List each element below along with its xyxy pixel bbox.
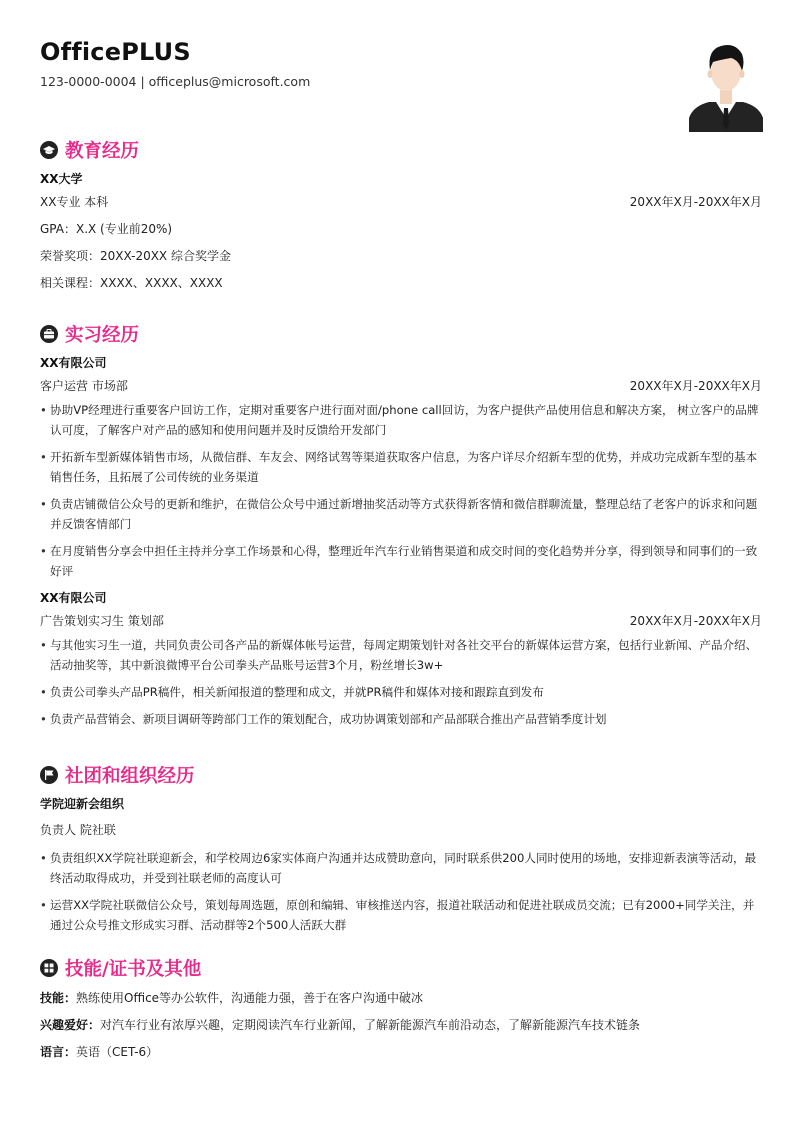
list-item: • 负责产品营销会、新项目调研等跨部门工作的策划配合，成功协调策划部和产品部联合推出产品营销季度计划 xyxy=(40,709,762,729)
flag-icon xyxy=(40,766,58,784)
internship-title: 实习经历 xyxy=(65,325,140,346)
skills-section xyxy=(40,955,762,1066)
club-org: 学院迎新会组织 xyxy=(40,797,125,811)
contact-info: 123-0000-0004 | officeplus@microsoft.com xyxy=(40,74,311,89)
school-name: XX大学 xyxy=(40,172,83,186)
list-item: • 负责组织XX学院社联迎新会，和学校周边6家实体商户沟通并达成赞助意向，同时联系供200人同时使用的场地，安排迎新表演等活动，最终活动取得成功，并受到社联老师的高度认可 xyxy=(40,848,762,888)
job-bullets xyxy=(40,400,762,581)
list-item: • 开拓新车型新媒体销售市场，从微信群、车友会、网络试驾等渠道获取客户信息，为客户详尽介绍新车型的优势，并成功完成新车型的基本销售任务，且拓展了公司传统的业务渠道 xyxy=(40,447,762,487)
list-item: • 与其他实习生一道，共同负责公司各产品的新媒体帐号运营，每周定期策划针对各社交平台的新媒体运营方案，包括行业新闻、产品介绍、活动抽奖等，其中新浪微博平台公司拳头产品账号运营3个月，粉丝增长3w+ xyxy=(40,635,762,675)
list-item: • 运营XX学院社联微信公众号，策划每周选题，原创和编辑、审核推送内容，报道社联活动和促进社联成员交流；已有2000+同学关注，并通过公众号推文形成实习群、活动群等2个500人活跃大群 xyxy=(40,895,762,935)
club-role: 负责人 院社联 xyxy=(40,823,116,837)
job-entry xyxy=(40,588,762,729)
list-item: • 负责公司拳头产品PR稿件，相关新闻报道的整理和成文，并就PR稿件和媒体对接和跟踪直到发布 xyxy=(40,682,762,702)
job-date: 20XX年X月-20XX年X月 xyxy=(629,379,762,393)
job-row xyxy=(40,608,762,635)
job-role: 广告策划实习生 策划部 xyxy=(40,614,164,628)
grid-circle-icon xyxy=(40,959,58,977)
list-item: • 负责店铺微信公众号的更新和维护，在微信公众号中通过新增抽奖活动等方式获得新客情和微信群聊流量，整理总结了老客户的诉求和问题并反馈客情部门 xyxy=(40,494,762,534)
gpa: GPA：X.X (专业前20%) xyxy=(40,222,173,236)
courses: 相关课程：XXXX、XXXX、XXXX xyxy=(40,276,223,290)
club-row xyxy=(40,817,762,844)
job-date: 20XX年X月-20XX年X月 xyxy=(629,614,762,628)
avatar xyxy=(689,38,763,132)
job-entry xyxy=(40,353,762,581)
graduation-cap-icon xyxy=(40,141,58,159)
language-line xyxy=(40,1039,762,1066)
company-name: XX有限公司 xyxy=(40,356,107,370)
education-section xyxy=(40,137,762,297)
briefcase-icon xyxy=(40,325,58,343)
list-item: • 协助VP经理进行重要客户回访工作，定期对重要客户进行面对面/phone call回访，为客户提供产品使用信息和解决方案， 树立客户的品牌认可度，了解客户对产品的感知和使用问题并及时反馈给开发部门 xyxy=(40,400,762,440)
club-section xyxy=(40,762,762,942)
skill-label: 技能： xyxy=(40,991,77,1005)
language-label: 语言： xyxy=(40,1045,77,1059)
skill-line xyxy=(40,985,762,1012)
job-bullets xyxy=(40,635,762,729)
internship-section xyxy=(40,321,762,736)
list-item: • 在月度销售分享会中担任主持并分享工作场景和心得，整理近年汽车行业销售渠道和成交时间的变化趋势并分享，得到领导和同事们的一致好评 xyxy=(40,541,762,581)
major: XX专业 本科 xyxy=(40,195,109,209)
hobby-line xyxy=(40,1012,762,1039)
language-value: 英语（CET-6） xyxy=(76,1045,159,1059)
job-row xyxy=(40,373,762,400)
skill-value: 熟练使用Office等办公软件，沟通能力强，善于在客户沟通中破冰 xyxy=(76,991,424,1005)
company-name: XX有限公司 xyxy=(40,591,107,605)
job-role: 客户运营 市场部 xyxy=(40,379,128,393)
honors: 荣誉奖项：20XX-20XX 综合奖学金 xyxy=(40,249,231,263)
skills-title: 技能/证书及其他 xyxy=(65,959,202,980)
club-title: 社团和组织经历 xyxy=(65,766,195,787)
hobby-label: 兴趣爱好： xyxy=(40,1018,101,1032)
club-bullets xyxy=(40,848,762,935)
candidate-name: OfficePLUS xyxy=(40,38,191,66)
education-title: 教育经历 xyxy=(65,141,140,162)
skills-list xyxy=(40,985,762,1066)
education-row xyxy=(40,189,762,216)
hobby-value: 对汽车行业有浓厚兴趣，定期阅读汽车行业新闻，了解新能源汽车前沿动态，了解新能源汽车技术链条 xyxy=(100,1018,641,1032)
education-date: 20XX年X月-20XX年X月 xyxy=(629,195,762,209)
